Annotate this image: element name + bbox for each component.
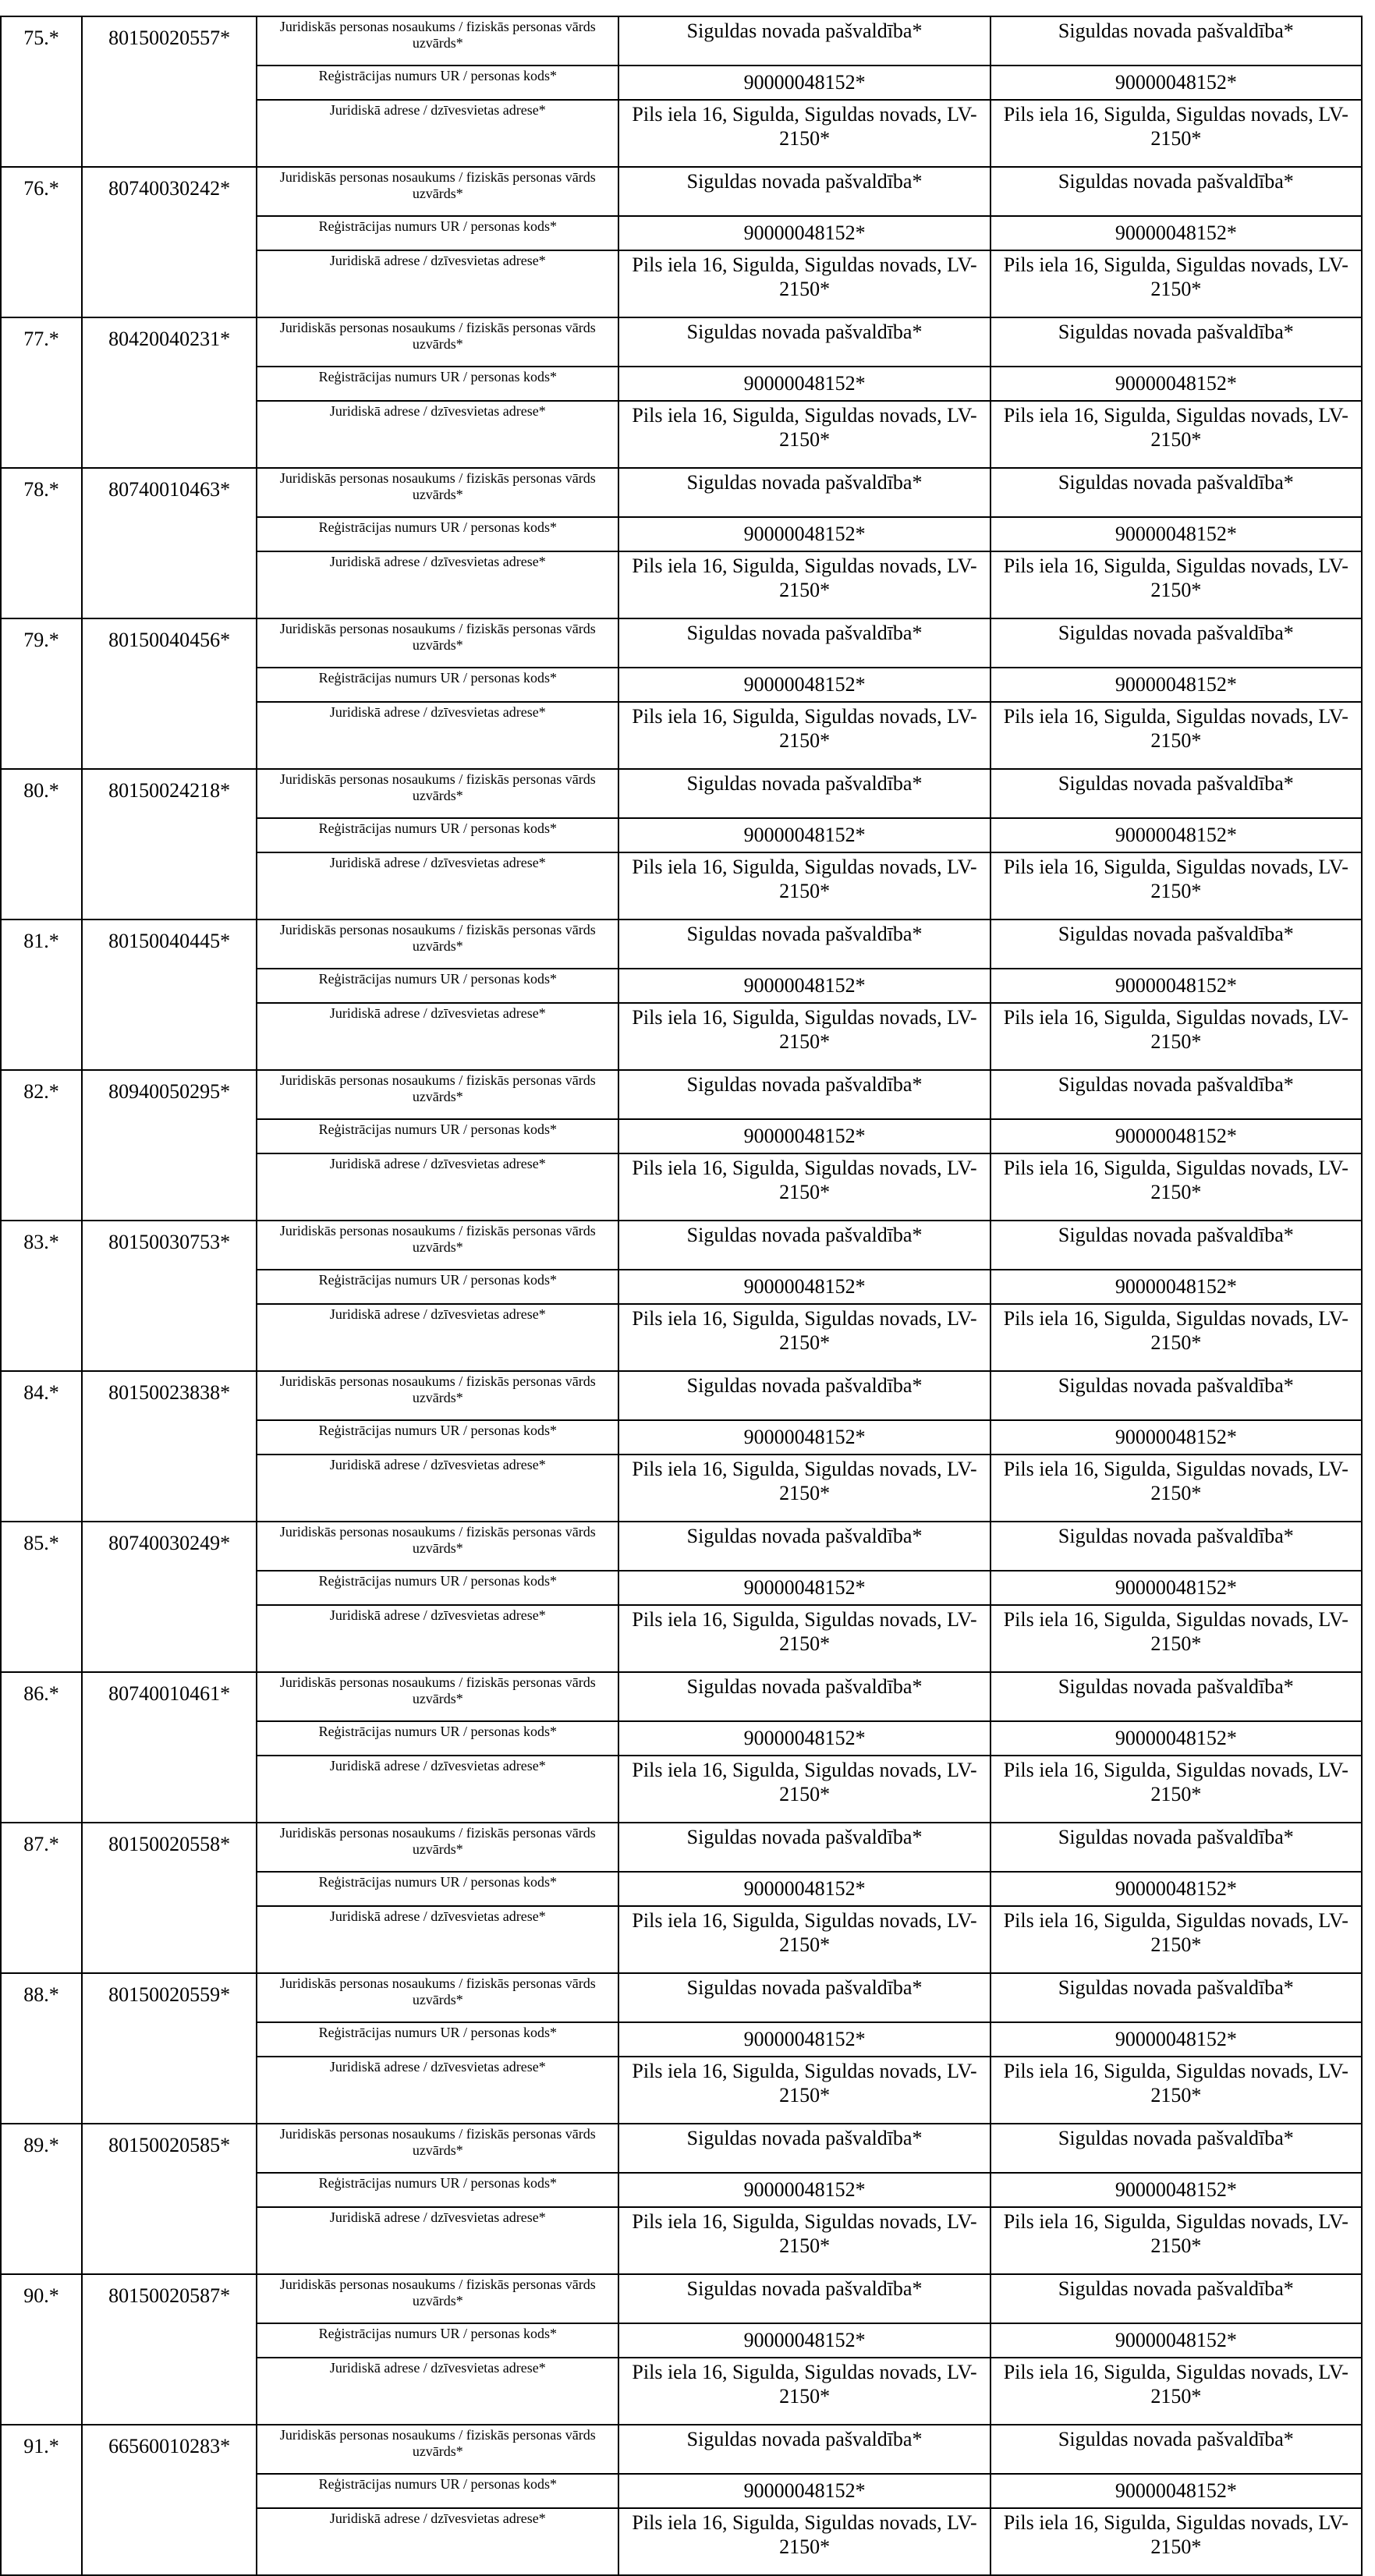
address-label-cell: Juridiskā adrese / dzīvesvietas adrese* <box>257 702 618 769</box>
address-label-cell: Juridiskā adrese / dzīvesvietas adrese* <box>257 1756 618 1823</box>
holder-reg-cell: 90000048152* <box>990 668 1362 702</box>
holder-reg-cell: 90000048152* <box>990 1571 1362 1605</box>
holder-reg-cell: 90000048152* <box>990 2474 1362 2508</box>
holder-address-cell: Pils iela 16, Sigulda, Siguldas novads, LV-2150* <box>990 551 1362 618</box>
row-number-cell: 81.* <box>1 919 82 1070</box>
owner-address-cell: Pils iela 16, Sigulda, Siguldas novads, LV-2150* <box>618 1605 990 1672</box>
holder-name-cell: Siguldas novada pašvaldība* <box>990 16 1362 66</box>
row-number-cell: 78.* <box>1 468 82 618</box>
owner-address-cell: Pils iela 16, Sigulda, Siguldas novads, LV-2150* <box>618 2508 990 2575</box>
name-label-cell: Juridiskās personas nosaukums / fiziskās personas vārds uzvārds* <box>257 2425 618 2474</box>
owner-reg-cell: 90000048152* <box>618 1420 990 1455</box>
reg-label-cell: Reģistrācijas numurs UR / personas kods* <box>257 1571 618 1605</box>
table-row <box>1 618 1362 668</box>
holder-address-cell: Pils iela 16, Sigulda, Siguldas novads, LV-2150* <box>990 2508 1362 2575</box>
cadastre-number-cell: 80150020558* <box>82 1823 257 1973</box>
address-label-cell: Juridiskā adrese / dzīvesvietas adrese* <box>257 1605 618 1672</box>
address-label-cell: Juridiskā adrese / dzīvesvietas adrese* <box>257 1003 618 1070</box>
table-row <box>1 1973 1362 2022</box>
name-label-cell: Juridiskās personas nosaukums / fiziskās personas vārds uzvārds* <box>257 1070 618 1119</box>
owner-name-cell: Siguldas novada pašvaldība* <box>618 1973 990 2022</box>
owner-reg-cell: 90000048152* <box>618 818 990 852</box>
holder-name-cell: Siguldas novada pašvaldība* <box>990 2124 1362 2173</box>
owner-name-cell: Siguldas novada pašvaldība* <box>618 1672 990 1721</box>
table-body <box>1 16 1362 2575</box>
reg-label-cell: Reģistrācijas numurs UR / personas kods* <box>257 367 618 401</box>
owner-address-cell: Pils iela 16, Sigulda, Siguldas novads, LV-2150* <box>618 2358 990 2425</box>
row-number-cell: 80.* <box>1 769 82 919</box>
cadastre-number-cell: 80740010461* <box>82 1672 257 1823</box>
owner-address-cell: Pils iela 16, Sigulda, Siguldas novads, LV-2150* <box>618 250 990 317</box>
holder-address-cell: Pils iela 16, Sigulda, Siguldas novads, LV-2150* <box>990 2207 1362 2274</box>
holder-name-cell: Siguldas novada pašvaldība* <box>990 1221 1362 1270</box>
owner-reg-cell: 90000048152* <box>618 1872 990 1906</box>
address-label-cell: Juridiskā adrese / dzīvesvietas adrese* <box>257 2358 618 2425</box>
reg-label-cell: Reģistrācijas numurs UR / personas kods* <box>257 1420 618 1455</box>
owner-address-cell: Pils iela 16, Sigulda, Siguldas novads, LV-2150* <box>618 1455 990 1522</box>
table-row <box>1 769 1362 818</box>
holder-name-cell: Siguldas novada pašvaldība* <box>990 2425 1362 2474</box>
owner-address-cell: Pils iela 16, Sigulda, Siguldas novads, LV-2150* <box>618 1153 990 1221</box>
owner-address-cell: Pils iela 16, Sigulda, Siguldas novads, LV-2150* <box>618 852 990 919</box>
cadastre-number-cell: 80150040456* <box>82 618 257 769</box>
row-number-cell: 86.* <box>1 1672 82 1823</box>
table-row <box>1 1522 1362 1571</box>
reg-label-cell: Reģistrācijas numurs UR / personas kods* <box>257 517 618 551</box>
cadastre-number-cell: 80740010463* <box>82 468 257 618</box>
holder-name-cell: Siguldas novada pašvaldība* <box>990 1672 1362 1721</box>
reg-label-cell: Reģistrācijas numurs UR / personas kods* <box>257 66 618 100</box>
holder-reg-cell: 90000048152* <box>990 969 1362 1003</box>
table-row <box>1 2274 1362 2323</box>
holder-address-cell: Pils iela 16, Sigulda, Siguldas novads, LV-2150* <box>990 250 1362 317</box>
name-label-cell: Juridiskās personas nosaukums / fiziskās personas vārds uzvārds* <box>257 1371 618 1420</box>
name-label-cell: Juridiskās personas nosaukums / fiziskās personas vārds uzvārds* <box>257 2124 618 2173</box>
name-label-cell: Juridiskās personas nosaukums / fiziskās personas vārds uzvārds* <box>257 16 618 66</box>
holder-address-cell: Pils iela 16, Sigulda, Siguldas novads, LV-2150* <box>990 2358 1362 2425</box>
owner-name-cell: Siguldas novada pašvaldība* <box>618 2124 990 2173</box>
owner-name-cell: Siguldas novada pašvaldība* <box>618 2425 990 2474</box>
owner-reg-cell: 90000048152* <box>618 668 990 702</box>
cadastre-number-cell: 80740030249* <box>82 1522 257 1672</box>
owner-address-cell: Pils iela 16, Sigulda, Siguldas novads, LV-2150* <box>618 551 990 618</box>
holder-address-cell: Pils iela 16, Sigulda, Siguldas novads, LV-2150* <box>990 1906 1362 1973</box>
name-label-cell: Juridiskās personas nosaukums / fiziskās personas vārds uzvārds* <box>257 769 618 818</box>
holder-address-cell: Pils iela 16, Sigulda, Siguldas novads, LV-2150* <box>990 1003 1362 1070</box>
owner-address-cell: Pils iela 16, Sigulda, Siguldas novads, LV-2150* <box>618 1756 990 1823</box>
holder-reg-cell: 90000048152* <box>990 2323 1362 2358</box>
table-row <box>1 317 1362 367</box>
owner-name-cell: Siguldas novada pašvaldība* <box>618 1070 990 1119</box>
cadastre-number-cell: 80150020585* <box>82 2124 257 2274</box>
owner-address-cell: Pils iela 16, Sigulda, Siguldas novads, LV-2150* <box>618 2207 990 2274</box>
table-row <box>1 1672 1362 1721</box>
holder-name-cell: Siguldas novada pašvaldība* <box>990 1371 1362 1420</box>
row-number-cell: 76.* <box>1 167 82 317</box>
address-label-cell: Juridiskā adrese / dzīvesvietas adrese* <box>257 2057 618 2124</box>
reg-label-cell: Reģistrācijas numurs UR / personas kods* <box>257 216 618 250</box>
owner-reg-cell: 90000048152* <box>618 66 990 100</box>
cadastre-number-cell: 80150020557* <box>82 16 257 167</box>
holder-reg-cell: 90000048152* <box>990 1872 1362 1906</box>
name-label-cell: Juridiskās personas nosaukums / fiziskās personas vārds uzvārds* <box>257 919 618 969</box>
address-label-cell: Juridiskā adrese / dzīvesvietas adrese* <box>257 1906 618 1973</box>
owner-reg-cell: 90000048152* <box>618 2173 990 2207</box>
owner-reg-cell: 90000048152* <box>618 517 990 551</box>
owner-name-cell: Siguldas novada pašvaldība* <box>618 468 990 517</box>
owner-reg-cell: 90000048152* <box>618 969 990 1003</box>
row-number-cell: 77.* <box>1 317 82 468</box>
holder-reg-cell: 90000048152* <box>990 1119 1362 1153</box>
cadastre-number-cell: 80150040445* <box>82 919 257 1070</box>
owner-name-cell: Siguldas novada pašvaldība* <box>618 1221 990 1270</box>
cadastre-number-cell: 80150023838* <box>82 1371 257 1522</box>
holder-name-cell: Siguldas novada pašvaldība* <box>990 769 1362 818</box>
address-label-cell: Juridiskā adrese / dzīvesvietas adrese* <box>257 551 618 618</box>
holder-name-cell: Siguldas novada pašvaldība* <box>990 618 1362 668</box>
holder-reg-cell: 90000048152* <box>990 1721 1362 1756</box>
holder-name-cell: Siguldas novada pašvaldība* <box>990 1823 1362 1872</box>
name-label-cell: Juridiskās personas nosaukums / fiziskās personas vārds uzvārds* <box>257 317 618 367</box>
owner-reg-cell: 90000048152* <box>618 216 990 250</box>
name-label-cell: Juridiskās personas nosaukums / fiziskās personas vārds uzvārds* <box>257 1973 618 2022</box>
row-number-cell: 88.* <box>1 1973 82 2124</box>
owner-reg-cell: 90000048152* <box>618 1119 990 1153</box>
holder-address-cell: Pils iela 16, Sigulda, Siguldas novads, LV-2150* <box>990 401 1362 468</box>
holder-reg-cell: 90000048152* <box>990 216 1362 250</box>
holder-reg-cell: 90000048152* <box>990 367 1362 401</box>
address-label-cell: Juridiskā adrese / dzīvesvietas adrese* <box>257 2508 618 2575</box>
row-number-cell: 83.* <box>1 1221 82 1371</box>
cadastre-number-cell: 80940050295* <box>82 1070 257 1221</box>
owner-name-cell: Siguldas novada pašvaldība* <box>618 919 990 969</box>
holder-reg-cell: 90000048152* <box>990 818 1362 852</box>
table-row <box>1 16 1362 66</box>
owner-name-cell: Siguldas novada pašvaldība* <box>618 167 990 216</box>
name-label-cell: Juridiskās personas nosaukums / fiziskās personas vārds uzvārds* <box>257 167 618 216</box>
owner-name-cell: Siguldas novada pašvaldība* <box>618 2274 990 2323</box>
table-row <box>1 1070 1362 1119</box>
reg-label-cell: Reģistrācijas numurs UR / personas kods* <box>257 2022 618 2057</box>
holder-address-cell: Pils iela 16, Sigulda, Siguldas novads, LV-2150* <box>990 1455 1362 1522</box>
cadastre-number-cell: 80150024218* <box>82 769 257 919</box>
reg-label-cell: Reģistrācijas numurs UR / personas kods* <box>257 1270 618 1304</box>
owner-address-cell: Pils iela 16, Sigulda, Siguldas novads, LV-2150* <box>618 2057 990 2124</box>
owner-reg-cell: 90000048152* <box>618 2022 990 2057</box>
address-label-cell: Juridiskā adrese / dzīvesvietas adrese* <box>257 2207 618 2274</box>
owner-address-cell: Pils iela 16, Sigulda, Siguldas novads, LV-2150* <box>618 100 990 167</box>
owner-name-cell: Siguldas novada pašvaldība* <box>618 317 990 367</box>
owner-name-cell: Siguldas novada pašvaldība* <box>618 1371 990 1420</box>
row-number-cell: 82.* <box>1 1070 82 1221</box>
owner-name-cell: Siguldas novada pašvaldība* <box>618 1522 990 1571</box>
reg-label-cell: Reģistrācijas numurs UR / personas kods* <box>257 2323 618 2358</box>
holder-reg-cell: 90000048152* <box>990 2173 1362 2207</box>
owner-address-cell: Pils iela 16, Sigulda, Siguldas novads, LV-2150* <box>618 702 990 769</box>
address-label-cell: Juridiskā adrese / dzīvesvietas adrese* <box>257 401 618 468</box>
address-label-cell: Juridiskā adrese / dzīvesvietas adrese* <box>257 1304 618 1371</box>
name-label-cell: Juridiskās personas nosaukums / fiziskās personas vārds uzvārds* <box>257 2274 618 2323</box>
holder-reg-cell: 90000048152* <box>990 2022 1362 2057</box>
owner-name-cell: Siguldas novada pašvaldība* <box>618 1823 990 1872</box>
name-label-cell: Juridiskās personas nosaukums / fiziskās personas vārds uzvārds* <box>257 1823 618 1872</box>
row-number-cell: 87.* <box>1 1823 82 1973</box>
owner-name-cell: Siguldas novada pašvaldība* <box>618 769 990 818</box>
owner-address-cell: Pils iela 16, Sigulda, Siguldas novads, LV-2150* <box>618 1906 990 1973</box>
owner-reg-cell: 90000048152* <box>618 1270 990 1304</box>
holder-address-cell: Pils iela 16, Sigulda, Siguldas novads, LV-2150* <box>990 1153 1362 1221</box>
cadastre-number-cell: 80150020587* <box>82 2274 257 2425</box>
holder-name-cell: Siguldas novada pašvaldība* <box>990 167 1362 216</box>
holder-name-cell: Siguldas novada pašvaldība* <box>990 1070 1362 1119</box>
owner-reg-cell: 90000048152* <box>618 2474 990 2508</box>
holder-reg-cell: 90000048152* <box>990 517 1362 551</box>
holder-name-cell: Siguldas novada pašvaldība* <box>990 317 1362 367</box>
property-owners-table <box>0 16 1363 2576</box>
reg-label-cell: Reģistrācijas numurs UR / personas kods* <box>257 668 618 702</box>
table-row <box>1 1221 1362 1270</box>
reg-label-cell: Reģistrācijas numurs UR / personas kods* <box>257 2474 618 2508</box>
holder-name-cell: Siguldas novada pašvaldība* <box>990 1522 1362 1571</box>
holder-reg-cell: 90000048152* <box>990 66 1362 100</box>
name-label-cell: Juridiskās personas nosaukums / fiziskās personas vārds uzvārds* <box>257 468 618 517</box>
owner-address-cell: Pils iela 16, Sigulda, Siguldas novads, LV-2150* <box>618 1304 990 1371</box>
owner-reg-cell: 90000048152* <box>618 1721 990 1756</box>
row-number-cell: 89.* <box>1 2124 82 2274</box>
holder-address-cell: Pils iela 16, Sigulda, Siguldas novads, LV-2150* <box>990 702 1362 769</box>
holder-address-cell: Pils iela 16, Sigulda, Siguldas novads, LV-2150* <box>990 100 1362 167</box>
holder-name-cell: Siguldas novada pašvaldība* <box>990 919 1362 969</box>
row-number-cell: 85.* <box>1 1522 82 1672</box>
table-row <box>1 2124 1362 2173</box>
owner-name-cell: Siguldas novada pašvaldība* <box>618 618 990 668</box>
holder-name-cell: Siguldas novada pašvaldība* <box>990 1973 1362 2022</box>
name-label-cell: Juridiskās personas nosaukums / fiziskās personas vārds uzvārds* <box>257 1221 618 1270</box>
owner-reg-cell: 90000048152* <box>618 1571 990 1605</box>
address-label-cell: Juridiskā adrese / dzīvesvietas adrese* <box>257 1153 618 1221</box>
cadastre-number-cell: 80150030753* <box>82 1221 257 1371</box>
address-label-cell: Juridiskā adrese / dzīvesvietas adrese* <box>257 1455 618 1522</box>
table-row <box>1 2425 1362 2474</box>
holder-address-cell: Pils iela 16, Sigulda, Siguldas novads, LV-2150* <box>990 852 1362 919</box>
row-number-cell: 90.* <box>1 2274 82 2425</box>
row-number-cell: 79.* <box>1 618 82 769</box>
name-label-cell: Juridiskās personas nosaukums / fiziskās personas vārds uzvārds* <box>257 1672 618 1721</box>
row-number-cell: 91.* <box>1 2425 82 2575</box>
reg-label-cell: Reģistrācijas numurs UR / personas kods* <box>257 1872 618 1906</box>
name-label-cell: Juridiskās personas nosaukums / fiziskās personas vārds uzvārds* <box>257 618 618 668</box>
holder-reg-cell: 90000048152* <box>990 1270 1362 1304</box>
owner-address-cell: Pils iela 16, Sigulda, Siguldas novads, LV-2150* <box>618 1003 990 1070</box>
table-row <box>1 167 1362 216</box>
owner-reg-cell: 90000048152* <box>618 367 990 401</box>
holder-address-cell: Pils iela 16, Sigulda, Siguldas novads, LV-2150* <box>990 1756 1362 1823</box>
table-row <box>1 1371 1362 1420</box>
address-label-cell: Juridiskā adrese / dzīvesvietas adrese* <box>257 852 618 919</box>
name-label-cell: Juridiskās personas nosaukums / fiziskās personas vārds uzvārds* <box>257 1522 618 1571</box>
holder-address-cell: Pils iela 16, Sigulda, Siguldas novads, LV-2150* <box>990 1605 1362 1672</box>
holder-address-cell: Pils iela 16, Sigulda, Siguldas novads, LV-2150* <box>990 2057 1362 2124</box>
cadastre-number-cell: 80420040231* <box>82 317 257 468</box>
table-row <box>1 919 1362 969</box>
reg-label-cell: Reģistrācijas numurs UR / personas kods* <box>257 969 618 1003</box>
reg-label-cell: Reģistrācijas numurs UR / personas kods* <box>257 2173 618 2207</box>
cadastre-number-cell: 80740030242* <box>82 167 257 317</box>
row-number-cell: 84.* <box>1 1371 82 1522</box>
owner-reg-cell: 90000048152* <box>618 2323 990 2358</box>
reg-label-cell: Reģistrācijas numurs UR / personas kods* <box>257 818 618 852</box>
holder-name-cell: Siguldas novada pašvaldība* <box>990 468 1362 517</box>
holder-name-cell: Siguldas novada pašvaldība* <box>990 2274 1362 2323</box>
cadastre-number-cell: 66560010283* <box>82 2425 257 2575</box>
owner-address-cell: Pils iela 16, Sigulda, Siguldas novads, LV-2150* <box>618 401 990 468</box>
table-row <box>1 468 1362 517</box>
reg-label-cell: Reģistrācijas numurs UR / personas kods* <box>257 1721 618 1756</box>
holder-address-cell: Pils iela 16, Sigulda, Siguldas novads, LV-2150* <box>990 1304 1362 1371</box>
row-number-cell: 75.* <box>1 16 82 167</box>
cadastre-number-cell: 80150020559* <box>82 1973 257 2124</box>
reg-label-cell: Reģistrācijas numurs UR / personas kods* <box>257 1119 618 1153</box>
address-label-cell: Juridiskā adrese / dzīvesvietas adrese* <box>257 250 618 317</box>
table-row <box>1 1823 1362 1872</box>
address-label-cell: Juridiskā adrese / dzīvesvietas adrese* <box>257 100 618 167</box>
owner-name-cell: Siguldas novada pašvaldība* <box>618 16 990 66</box>
holder-reg-cell: 90000048152* <box>990 1420 1362 1455</box>
